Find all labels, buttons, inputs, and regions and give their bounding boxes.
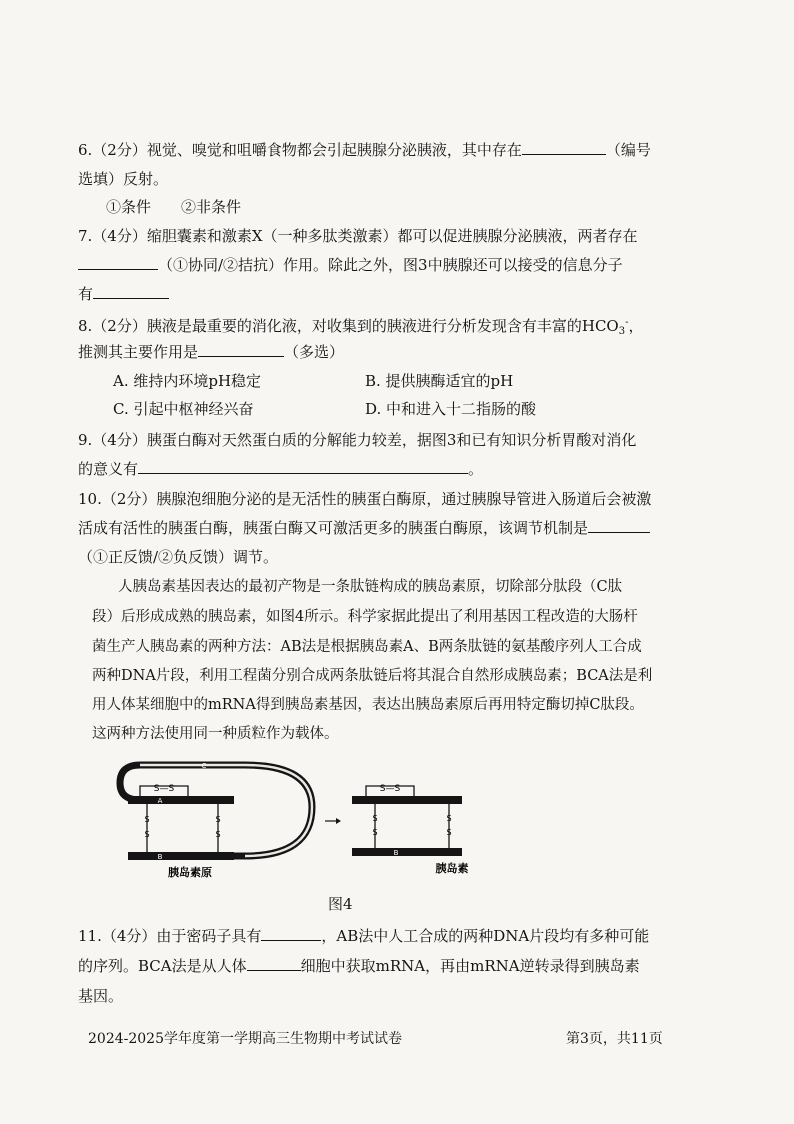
passage-line-4: 两种DNA片段，利用工程菌分别合成两条肽链后将其混合自然形成胰岛素；BCA法是利 xyxy=(92,668,653,684)
insulin-s-1a: S xyxy=(372,814,378,823)
q7-line2 xyxy=(78,255,623,275)
q6-text: 6.（2分）视觉、嗅觉和咀嚼食物都会引起胰腺分泌胰液，其中存在 xyxy=(78,141,522,159)
q7-answer-blank-2[interactable] xyxy=(93,284,169,299)
passage-line-3: 菌生产人胰岛素的两种方法：AB法是根据胰岛素A、B两条肽链的氨基酸序列人工合成 xyxy=(92,639,642,655)
q11-text-start: 11.（4分）由于密码子具有 xyxy=(78,927,262,945)
q6-line1 xyxy=(78,140,651,160)
q9-answer-blank[interactable] xyxy=(138,459,468,474)
q8-option-d[interactable]: D. 中和进入十二指肠的酸 xyxy=(365,400,537,418)
q8-line1 xyxy=(78,313,644,342)
q7-text-start: 有 xyxy=(78,285,94,303)
footer-exam-title: 2024-2025学年度第一学期高三生物期中考试试卷 xyxy=(88,1031,402,1047)
passage-line-6: 这两种方法使用同一种质粒作为载体。 xyxy=(92,726,339,742)
q11-text2-end: 细胞中获取mRNA，再由mRNA逆转录得到胰岛素 xyxy=(300,957,640,975)
q11-text-end: ，AB法中人工合成的两种DNA片段均有多种可能 xyxy=(321,927,650,945)
q11-answer-blank-2[interactable] xyxy=(247,956,301,971)
q9-period: 。 xyxy=(468,460,484,478)
figure-4-diagram xyxy=(0,755,794,880)
q6-text-end: （编号 xyxy=(605,141,651,159)
passage-line-1: 人胰岛素基因表达的最初产物是一条肽链构成的胰岛素原，切除部分肽段（C肽 xyxy=(118,579,623,595)
proinsulin-b-chain xyxy=(128,852,234,860)
q11-line3: 基因。 xyxy=(78,987,124,1005)
q11-line2 xyxy=(78,956,640,976)
proinsulin-bond-label: S—S xyxy=(153,784,175,794)
insulin-s-1b: S xyxy=(372,828,378,837)
passage-line-5: 用人体某细胞中的mRNA得到胰岛素基因，表达出胰岛素原后再用特定酶切掉C肽段。 xyxy=(92,697,644,713)
q8-multi-note: （多选） xyxy=(284,343,345,361)
insulin-label: 胰岛素 xyxy=(435,862,469,875)
q10-line1: 10.（2分）胰腺泡细胞分泌的是无活性的胰蛋白酶原，通过胰腺导管进入肠道后会被激 xyxy=(78,490,652,508)
q7-line3 xyxy=(78,284,169,304)
passage-line-2: 段）后形成成熟的胰岛素，如图4所示。科学家据此提出了利用基因工程改造的大肠杆 xyxy=(92,609,638,625)
q8-option-c[interactable]: C. 引起中枢神经兴奋 xyxy=(113,400,254,418)
proinsulin-label: 胰岛素原 xyxy=(168,866,212,879)
proinsulin-a-chain xyxy=(128,796,234,804)
insulin-bond-label: S—S xyxy=(379,784,401,794)
q7-answer-blank-1[interactable] xyxy=(78,255,158,270)
q6-answer-blank[interactable] xyxy=(522,140,606,155)
c-chain-label: C xyxy=(201,762,207,770)
proinsulin-s-2b: S xyxy=(215,830,221,839)
q8-answer-blank[interactable] xyxy=(198,342,284,357)
q10-text: 活成有活性的胰蛋白酶，胰蛋白酶又可激活更多的胰蛋白酶原，该调节机制是 xyxy=(78,519,589,537)
proinsulin-s-2a: S xyxy=(215,815,221,824)
q11-text2-start: 的序列。BCA法是从人体 xyxy=(78,957,247,975)
q8-line2 xyxy=(78,342,344,362)
proinsulin-c-chain xyxy=(120,765,312,856)
insulin-b-label: B xyxy=(393,849,399,857)
a-chain-label: A xyxy=(157,797,163,805)
q8-text-start: 推测其主要作用是 xyxy=(78,343,199,361)
q6-options: ①条件 ②非条件 xyxy=(106,198,242,216)
q7-text: （①协同/②拮抗）作用。除此之外，图3中胰腺还可以接受的信息分子 xyxy=(158,256,623,274)
q11-line1 xyxy=(78,926,649,946)
q6-line2: 选填）反射。 xyxy=(78,170,169,188)
q9-text-start: 的意义有 xyxy=(78,460,139,478)
b-chain-label: B xyxy=(157,853,163,861)
insulin-b-chain xyxy=(352,848,462,856)
q9-line2 xyxy=(78,459,483,479)
q8-text-end: ， xyxy=(628,317,644,335)
q9-line1: 9.（4分）胰蛋白酶对天然蛋白质的分解能力较差，据图3和已有知识分析胃酸对消化 xyxy=(78,431,637,449)
insulin-a-chain xyxy=(352,796,462,804)
insulin-s-2a: S xyxy=(446,814,452,823)
insulin-s-2b: S xyxy=(446,828,452,837)
q8-option-b[interactable]: B. 提供胰酶适宜的pH xyxy=(365,372,514,390)
proinsulin-s-1b: S xyxy=(144,830,150,839)
footer-page-number: 第3页，共11页 xyxy=(566,1031,663,1047)
q10-answer-blank[interactable] xyxy=(588,518,650,533)
q7-line1: 7.（4分）缩胆囊素和激素X（一种多肽类激素）都可以促进胰腺分泌胰液，两者存在 xyxy=(78,227,638,245)
q10-line2 xyxy=(78,518,650,538)
q8-option-a[interactable]: A. 维持内环境pH稳定 xyxy=(113,372,262,390)
hco3-charge: - xyxy=(625,317,629,328)
q11-answer-blank-1[interactable] xyxy=(261,926,321,941)
q10-line3: （①正反馈/②负反馈）调节。 xyxy=(78,548,279,566)
figure-caption: 图4 xyxy=(328,895,353,913)
q8-text: 8.（2分）胰液是最重要的消化液，对收集到的胰液进行分析发现含有丰富的HCO xyxy=(78,317,619,335)
proinsulin-s-1a: S xyxy=(144,815,150,824)
hco3-subscript: 3 xyxy=(618,326,626,337)
